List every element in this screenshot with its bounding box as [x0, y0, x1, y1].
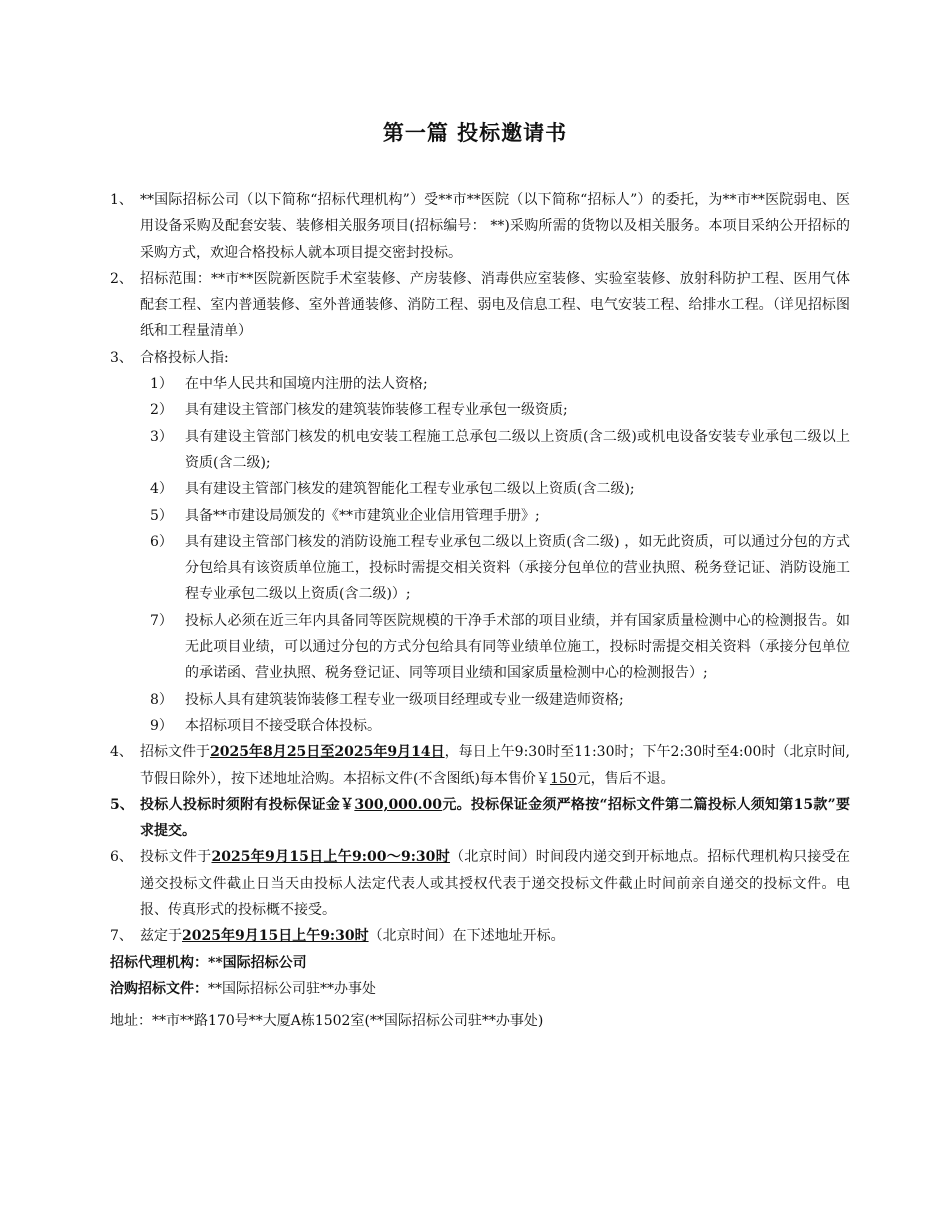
- item-number: 1、: [110, 192, 133, 208]
- sub-item-3: [150, 424, 850, 477]
- sub-item-text: 在中华人民共和国境内注册的法人资格;: [185, 376, 428, 393]
- item-number: 5、: [110, 796, 134, 813]
- item-text: [140, 844, 850, 923]
- document-price: 150: [549, 770, 577, 787]
- text-segment: （北京时间）在下述地址开标。: [368, 928, 565, 945]
- submission-time: 2025年9月15日上午9:00～9:30时: [211, 849, 451, 866]
- text-segment: 投标人投标时须附有投标保证金￥: [140, 796, 355, 813]
- item-text: 招标范围：**市**医院新医院手术室装修、产房装修、消毒供应室装修、实验室装修、放射科防护工程、医用气体配套工程、室内普通装修、室外普通装修、消防工程、弱电及信息工程、电气安装工程、给排水工程。（详见招标图纸和工程量清单）: [140, 270, 850, 340]
- sub-item-text: 具有建设主管部门核发的消防设施工程专业承包二级以上资质(含二级) ，如无此资质，可以通过分包的方式分包给具有该资质单位施工，投标时需提交相关资料（承接分包单位的营业执照、税务登记证、消防设施工程专业承包二级以上资质(含二级)）;: [185, 533, 850, 603]
- address-label: 地址：: [110, 1013, 152, 1030]
- sub-item-7: [150, 608, 850, 687]
- agency-label: 招标代理机构：: [110, 954, 208, 971]
- list-item-6: [110, 844, 850, 923]
- list-item-3: [110, 345, 850, 371]
- text-segment: 元，售后不退。: [576, 770, 675, 787]
- item-number: 4、: [110, 744, 133, 761]
- list-item-2: [110, 266, 850, 345]
- item-text: [140, 792, 850, 845]
- text-segment: 兹定于: [140, 928, 182, 945]
- sale-end-date: 2025年9月14日: [334, 744, 445, 761]
- item-text: [140, 923, 850, 949]
- item-text: [140, 739, 850, 792]
- sub-item-9: [150, 713, 850, 739]
- sub-item-text: 具有建设主管部门核发的建筑装饰装修工程专业承包一级资质;: [185, 402, 568, 419]
- text-segment: ，每日上午9:30时至11:30时；下午2:30时至4:00时（北京时间,节假日除外），按下述地址洽购。本招标文件(不含图纸)每本售价￥: [140, 744, 850, 787]
- text-segment: （北京时间）时间段内递交到开标地点。招标代理机构只接受在递交投标文件截止日当天由投标人法定代表人或其授权代表于递交投标文件截止时间前亲自递交的投标文件。电报、传真形式的投标概不接受。: [140, 849, 851, 919]
- sub-item-5: [150, 503, 850, 529]
- sub-item-4: [150, 476, 850, 502]
- address-value: **市**路170号**大厦A栋1502室(**国际招标公司驻**办事处): [152, 1013, 544, 1030]
- sub-item-number: 2）: [150, 402, 173, 419]
- sub-item-text: 具有建设主管部门核发的机电安装工程施工总承包二级以上资质(含二级)或机电设备安装专业承包二级以上资质(含二级);: [185, 428, 850, 471]
- item-number: 6、: [110, 849, 133, 866]
- sub-item-number: 7）: [150, 612, 173, 629]
- sub-item-number: 5）: [150, 507, 173, 524]
- purchase-label: 洽购招标文件：: [110, 980, 208, 997]
- sub-item-text: 投标人具有建筑装饰装修工程专业一级项目经理或专业一级建造师资格;: [185, 691, 624, 708]
- agency-line: [110, 950, 850, 976]
- purchase-line: [110, 976, 850, 1002]
- qualification-sublist: [150, 371, 850, 739]
- purchase-value: **国际招标公司驻**办事处: [208, 980, 376, 997]
- sub-item-1: [150, 371, 850, 397]
- item-text: **国际招标公司（以下简称“招标代理机构”）受**市**医院（以下简称“招标人”）的委托，为**市**医院弱电、医用设备采购及配套安装、装修相关服务项目(招标编号： **)采购所需的货物以及相关服务。本项目采纳公开招标的采购方式，欢迎合格投标人就本项目提交密封投标。: [140, 192, 850, 261]
- sub-item-6: [150, 529, 850, 608]
- sub-item-8: [150, 687, 850, 713]
- sub-item-text: 本招标项目不接受联合体投标。: [185, 717, 381, 734]
- sub-item-number: 1）: [150, 376, 173, 393]
- sub-item-text: 具有建设主管部门核发的建筑智能化工程专业承包二级以上资质(含二级);: [185, 481, 635, 498]
- text-segment: 元。投标保证金须严格按“招标文件第二篇投标人须知第15款”要求提交。: [140, 796, 851, 840]
- address-line: [110, 1008, 850, 1034]
- list-item-7: [110, 923, 850, 949]
- text-segment: 招标文件于: [140, 744, 211, 761]
- sub-item-number: 9）: [150, 717, 173, 734]
- item-number: 3、: [110, 349, 133, 366]
- list-item-1: [110, 187, 850, 266]
- sub-item-number: 4）: [150, 481, 173, 498]
- list-item-4: [110, 739, 850, 792]
- sub-item-2: [150, 397, 850, 423]
- page-title: 第一篇 投标邀请书: [382, 121, 568, 145]
- sub-item-text: 具备**市建设局颁发的《**市建筑业企业信用管理手册》;: [185, 507, 540, 524]
- sub-item-text: 投标人必须在近三年内具备同等医院规模的干净手术部的项目业绩，并有国家质量检测中心的检测报告。如无此项目业绩，可以通过分包的方式分包给具有同等业绩单位施工，投标时需提交相关资料（承接分包单位的承诺函、营业执照、税务登记证、同等项目业绩和国家质量检测中心的检测报告）;: [185, 612, 850, 682]
- item-number: 2、: [110, 270, 133, 287]
- document-body: [110, 187, 850, 1035]
- opening-time: 2025年9月15日上午9:30时: [182, 928, 369, 945]
- sub-item-number: 6）: [150, 533, 173, 550]
- item-text: 合格投标人指:: [140, 349, 229, 366]
- sale-start-date: 2025年8月25日: [210, 744, 321, 761]
- bid-bond-amount: 300,000.00: [354, 796, 443, 813]
- text-segment: 至: [320, 744, 335, 761]
- list-item-5: [110, 792, 850, 845]
- agency-value: **国际招标公司: [208, 954, 307, 971]
- sub-item-number: 3）: [150, 428, 173, 445]
- text-segment: 投标文件于: [140, 849, 212, 866]
- sub-item-number: 8）: [150, 691, 173, 708]
- item-number: 7、: [110, 928, 133, 945]
